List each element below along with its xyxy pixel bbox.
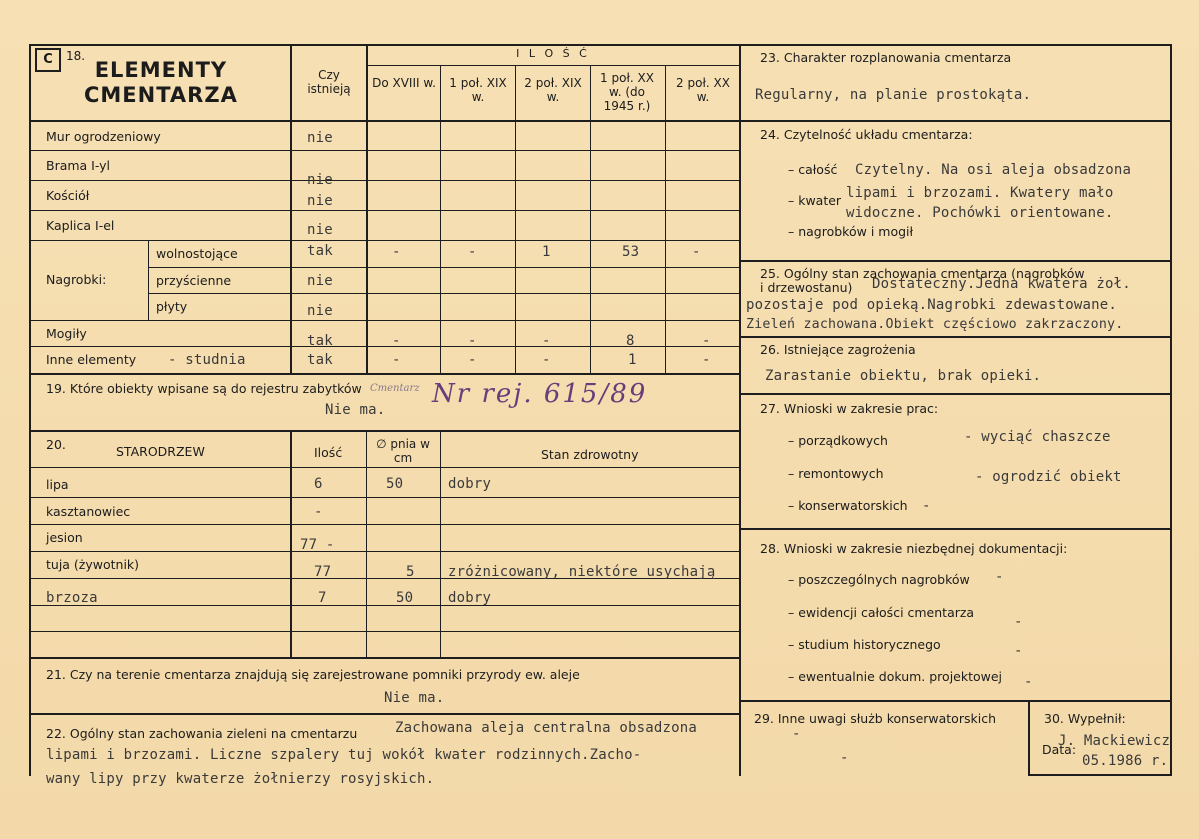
- tree-state-tuja: zróżnicowany, niektóre usychają: [448, 564, 716, 580]
- section-21-label: 21. Czy na terenie cmentarza znajdują się zarejestrowane pomniki przyrody ew. aleje: [46, 667, 580, 682]
- qty-mogily-5: -: [702, 333, 711, 349]
- section-27-item-porzadkowych: – porządkowych: [788, 433, 888, 448]
- exists-kaplica: nie: [307, 222, 333, 238]
- row-label-kosciol: Kościół: [46, 188, 90, 203]
- exists-przyscienne: nie: [307, 273, 333, 289]
- card-marker: C: [35, 48, 61, 72]
- section-25-typed-2: pozostaje pod opieką.Nagrobki zdewastowane.: [746, 297, 1118, 313]
- section-20-number: 20.: [46, 437, 66, 452]
- section-28-value-nagrobkow: -: [995, 569, 1004, 585]
- section-30-date: 05.1986 r.: [1082, 753, 1169, 769]
- exists-mur: nie: [307, 130, 333, 146]
- border-left: [29, 44, 31, 776]
- exists-mogily: tak: [307, 333, 333, 349]
- column-divider: [739, 44, 741, 776]
- row-label-mogily: Mogiły: [46, 326, 87, 341]
- exists-kosciol: nie: [307, 193, 333, 209]
- col-state-header: Stan zdrowotny: [541, 447, 639, 462]
- section-25-label-2: i drzewostanu): [760, 280, 853, 295]
- exists-brama: nie: [307, 172, 333, 188]
- tree-name-jesion: jesion: [46, 530, 83, 545]
- section-28-item-ewidencji: – ewidencji całości cmentarza: [788, 605, 975, 620]
- section-22-typed-2: lipami i brzozami. Liczne szpalery tuj wokół kwater rodzinnych.Zacho-: [46, 747, 642, 763]
- section-27-value-konserwatorskich: -: [922, 498, 931, 514]
- exists-inne: tak: [307, 352, 333, 368]
- section-19-label: 19. Które obiekty wpisane są do rejestru zabytków: [46, 381, 362, 396]
- tree-count-brzoza: 7: [318, 590, 327, 606]
- section-27-item-konserwatorskich: – konserwatorskich: [788, 498, 908, 513]
- section-19-handwritten: Nr rej. 615/89: [432, 379, 648, 409]
- section-24-item-kwater: – kwater: [788, 193, 842, 208]
- section-30-label: 30. Wypełnił:: [1044, 711, 1126, 726]
- qty-wolno-1: -: [392, 244, 401, 260]
- border-top: [29, 44, 1172, 46]
- section-23-label: 23. Charakter rozplanowania cmentarza: [760, 50, 1012, 65]
- tree-count-tuja: 77: [314, 564, 332, 580]
- section-28-label: 28. Wnioski w zakresie niezbędnej dokumentacji:: [760, 541, 1068, 556]
- section-25-label-1: 25. Ogólny stan zachowania cmentarza (nagrobków: [760, 266, 1085, 281]
- row-label-przyscienne: przyścienne: [156, 273, 232, 288]
- section-24-typed-1: Czytelny. Na osi aleja obsadzona: [855, 162, 1132, 178]
- section-21-typed: Nie ma.: [384, 690, 445, 706]
- section-28-value-projektowej: -: [1024, 674, 1033, 690]
- qty-mogily-1: -: [392, 333, 401, 349]
- section-25-typed-1: Dostateczny.Jedna kwatera żoł.: [872, 276, 1131, 292]
- tree-diam-brzoza: 50: [396, 590, 414, 606]
- inne-extra-value: - studnia: [168, 352, 246, 368]
- qty-inne-5: -: [702, 352, 711, 368]
- row-label-brama: Brama I-yl: [46, 158, 111, 173]
- section-27-item-remontowych: – remontowych: [788, 466, 884, 481]
- section-28-item-studium: – studium historycznego: [788, 637, 941, 652]
- section-20-title: STARODRZEW: [116, 444, 205, 459]
- section-30-date-label: Data:: [1042, 742, 1077, 757]
- tree-name-kasztanowiec: kasztanowiec: [46, 504, 131, 519]
- title-line-2: CMENTARZA: [84, 83, 238, 107]
- section-22-label: 22. Ogólny stan zachowania zieleni na cmentarzu: [46, 726, 358, 741]
- section-19-typed: Nie ma.: [325, 402, 386, 418]
- qty-wolno-2: -: [468, 244, 477, 260]
- section-25-typed-3: Zieleń zachowana.Obiekt częściowo zakrzaczony.: [746, 317, 1124, 332]
- qty-mogily-2: -: [468, 333, 477, 349]
- tree-count-kasztanowiec: -: [314, 504, 323, 520]
- section-18-number: 18.: [66, 49, 86, 63]
- section-24-typed-3: widoczne. Pochówki orientowane.: [846, 205, 1114, 221]
- col-header-5: 2 poł. XX w.: [676, 76, 730, 104]
- col-count-header: Ilość: [314, 445, 343, 460]
- qty-wolno-4: 53: [622, 244, 640, 260]
- col-exists-header: Czy istnieją: [307, 68, 351, 96]
- tree-diam-lipa: 50: [386, 476, 404, 492]
- row-label-inne: Inne elementy: [46, 352, 137, 367]
- section-27-label: 27. Wnioski w zakresie prac:: [760, 401, 939, 416]
- col-header-4: 1 poł. XX w. (do 1945 r.): [600, 71, 654, 113]
- tree-state-lipa: dobry: [448, 476, 492, 492]
- qty-inne-3: -: [542, 352, 551, 368]
- section-30-name: J. Mackiewicz: [1058, 733, 1171, 749]
- title-line-1: ELEMENTY: [94, 58, 228, 82]
- section-24-typed-2: lipami i brzozami. Kwatery mało: [846, 185, 1114, 201]
- tree-name-lipa: lipa: [46, 477, 69, 492]
- col-header-3: 2 poł. XIX w.: [524, 76, 582, 104]
- section-29-label: 29. Inne uwagi służb konserwatorskich: [754, 711, 996, 726]
- section-28-value-ewidencji: -: [1014, 614, 1023, 630]
- section-24-item-calosc: – całość: [788, 162, 838, 177]
- section-27-value-remontowych: - ogrodzić obiekt: [975, 469, 1122, 485]
- qty-inne-2: -: [468, 352, 477, 368]
- tree-count-jesion: 77 -: [300, 537, 335, 553]
- ilosc-header: I L O Ś Ć: [516, 47, 590, 60]
- row-label-mur: Mur ogrodzeniowy: [46, 129, 161, 144]
- tree-state-brzoza: dobry: [448, 590, 492, 606]
- section-22-typed-3: wany lipy przy kwaterze żołnierzy rosyjskich.: [46, 771, 435, 787]
- col-diam-header: ∅ pnia w cm: [376, 437, 430, 465]
- nagrobki-group-label: Nagrobki:: [46, 272, 107, 287]
- section-28-value-studium: -: [1014, 643, 1023, 659]
- row-label-plyty: płyty: [156, 299, 188, 314]
- section-18-title: [84, 58, 238, 108]
- qty-wolno-5: -: [692, 244, 701, 260]
- tree-diam-tuja: 5: [406, 564, 415, 580]
- section-27-value-porzadkowych: - wyciąć chaszcze: [964, 429, 1111, 445]
- section-19-faint-note: Cmentarz: [370, 383, 420, 394]
- row-label-wolnostojace: wolnostojące: [156, 246, 238, 261]
- qty-inne-1: -: [392, 352, 401, 368]
- section-24-label: 24. Czytelność układu cmentarza:: [760, 127, 973, 142]
- section-28-item-nagrobkow: – poszczególnych nagrobków: [788, 572, 970, 587]
- section-22-typed-1: Zachowana aleja centralna obsadzona: [395, 720, 698, 736]
- tree-name-tuja: tuja (żywotnik): [46, 557, 140, 572]
- section-26-typed: Zarastanie obiektu, brak opieki.: [765, 368, 1042, 384]
- border-bottom: [1028, 774, 1172, 776]
- section-26-label: 26. Istniejące zagrożenia: [760, 342, 916, 357]
- col-header-1: Do XVIII w.: [372, 76, 436, 90]
- section-24-item-nagrobkow: – nagrobków i mogił: [788, 224, 914, 239]
- tree-count-lipa: 6: [314, 476, 323, 492]
- qty-inne-4: 1: [628, 352, 637, 368]
- exists-plyty: nie: [307, 303, 333, 319]
- row-label-kaplica: Kaplica I-el: [46, 218, 115, 233]
- section-28-item-projektowej: – ewentualnie dokum. projektowej: [788, 669, 1003, 684]
- tree-name-brzoza: brzoza: [46, 590, 98, 606]
- exists-wolnostojace: tak: [307, 243, 333, 259]
- col-header-2: 1 poł. XIX w.: [449, 76, 507, 104]
- qty-wolno-3: 1: [542, 244, 551, 260]
- section-29-typed-1: -: [792, 726, 801, 742]
- border-right: [1170, 44, 1172, 776]
- qty-mogily-4: 8: [626, 333, 635, 349]
- section-23-typed: Regularny, na planie prostokąta.: [755, 87, 1032, 103]
- section-29-typed-2: -: [840, 750, 849, 766]
- qty-mogily-3: -: [542, 333, 551, 349]
